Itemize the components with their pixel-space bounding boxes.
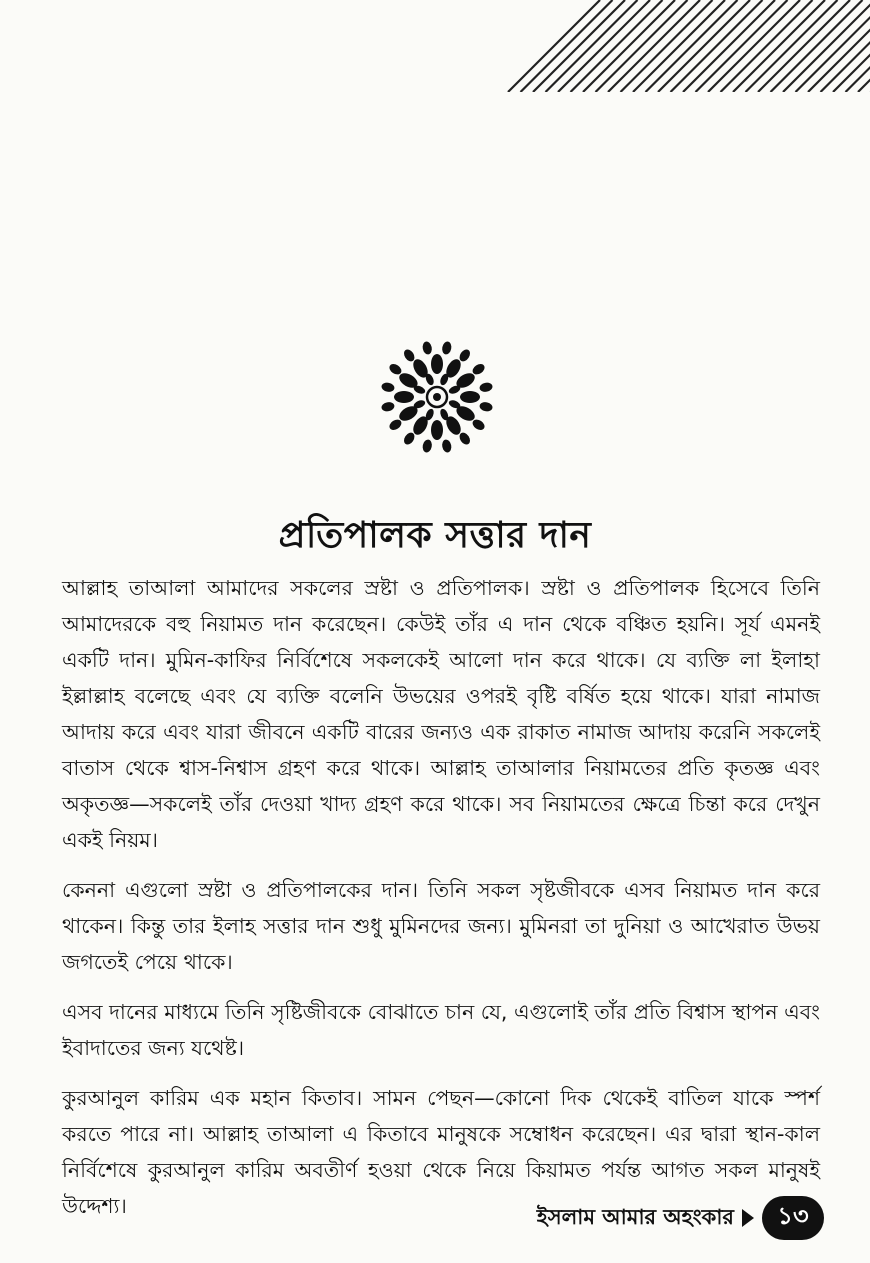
paragraph-3: এসব দানের মাধ্যমে তিনি সৃষ্টিজীবকে বোঝাতে চান যে, এগুলোই তাঁর প্রতি বিশ্বাস স্থাপন এবং ইবাদাতের জন্য যথেষ্ট। (62, 1000, 820, 1060)
page-footer (537, 1193, 824, 1243)
chapter-title: প্রতিপালক সত্তার দান (278, 515, 592, 556)
page-number-badge: ১৩ (762, 1196, 824, 1240)
triangle-right-icon (742, 1209, 754, 1227)
corner-stripes-decoration (500, 0, 870, 92)
paragraph-2: কেননা এগুলো স্রষ্টা ও প্রতিপালকের দান। তিনি সকল সৃষ্টজীবকে এসব নিয়ামত দান করে থাকেন। কিন্তু তার ইলাহ সত্তার দান শুধু মুমিনদের জন্য। মুমিনরা তা দুনিয়া ও আখেরাত উভয় জগতেই পেয়ে থাকে। (62, 878, 820, 974)
running-book-title: ইসলাম আমার অহংকার (536, 1204, 734, 1229)
floral-ornament-icon (378, 338, 496, 456)
paragraph-4: কুরআনুল কারিম এক মহান কিতাব। সামন পেছন—কোনো দিক থেকেই বাতিল যাকে স্পর্শ করতে পারে না। আল্লাহ তাআলা এ কিতাবে মানুষকে সম্বোধন করেছেন। এর দ্বারা স্থান-কাল নির্বিশেষে কুরআনুল কারিম অবতীর্ণ হওয়া থেকে নিয়ে কিয়ামত পর্যন্ত আগত সকল মানুষই উদ্দেশ্য। (62, 1086, 820, 1218)
paragraph-1: আল্লাহ তাআলা আমাদের সকলের স্রষ্টা ও প্রতিপালক। স্রষ্টা ও প্রতিপালক হিসেবে তিনি আমাদেরকে বহু নিয়ামত দান করেছেন। কেউই তাঁর এ দান থেকে বঞ্চিত হয়নি। সূর্য এমনই একটি দান। মুমিন-কাফির নির্বিশেষে সকলকেই আলো দান করে থাকে। যে ব্যক্তি লা ইলাহা ইল্লাল্লাহ বলেছে এবং যে ব্যক্তি বলেনি উভয়ের ওপরই বৃষ্টি বর্ষিত হয়ে থাকে। যারা নামাজ আদায় করে এবং যারা জীবনে একটি বারের জন্যও এক রাকাত নামাজ আদায় করেনি সকলেই বাতাস থেকে শ্বাস-নিশ্বাস গ্রহণ করে থাকে। আল্লাহ তাআলার নিয়ামতের প্রতি কৃতজ্ঞ এবং অকৃতজ্ঞ—সকলেই তাঁর দেওয়া খাদ্য গ্রহণ করে থাকে। সব নিয়ামতের ক্ষেত্রে চিন্তা করে দেখুন একই নিয়ম। (62, 576, 820, 852)
body-text (62, 570, 820, 1238)
